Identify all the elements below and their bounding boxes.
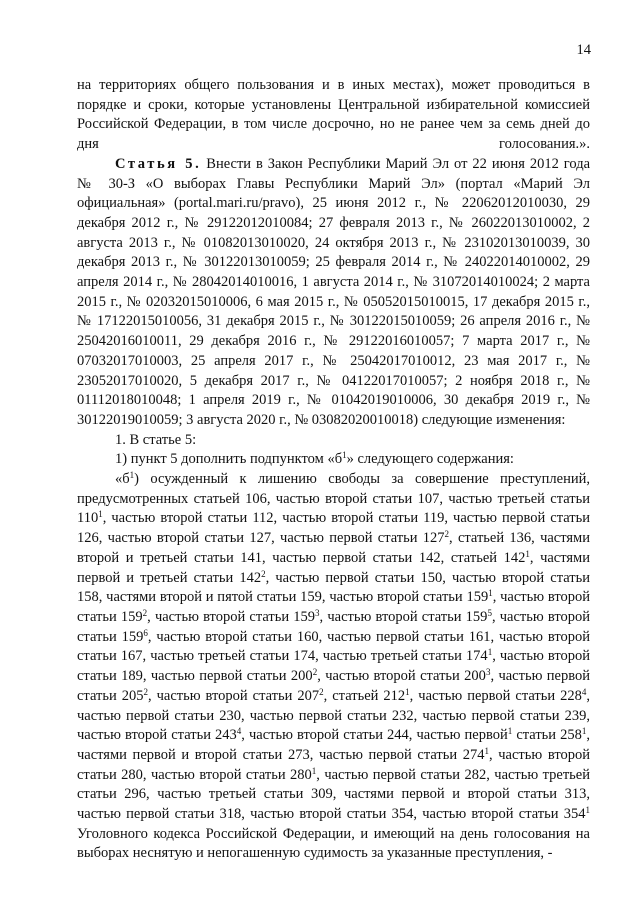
quote-text: , частью второй статьи 159 xyxy=(77,608,590,645)
quote-text: , частью первой статьи 228 xyxy=(409,687,582,704)
quote-text: , частями первой и третьей статьи 142 xyxy=(77,549,590,586)
superscript: 3 xyxy=(485,667,491,678)
superscript: 1 xyxy=(98,509,103,520)
item-1: 1. В статье 5: xyxy=(115,431,197,448)
article-5-paragraph xyxy=(77,155,590,431)
quote-text: «б xyxy=(115,471,130,488)
superscript: 3 xyxy=(315,607,320,618)
superscript: 1 xyxy=(484,745,489,756)
superscript: 1 xyxy=(488,588,493,599)
quote-text: , статьей 212 xyxy=(323,687,406,704)
quote-text: , частью второй статьи 159 xyxy=(319,608,488,625)
subitem-1-text: 1) пункт 5 дополнить подпунктом «б xyxy=(115,451,343,468)
quote-text: , частью первой статьи 205 xyxy=(77,668,590,704)
superscript: 2 xyxy=(143,686,148,697)
superscript: 1 xyxy=(342,450,347,461)
quote-text: , частью первой статьи 230, частью первой статьи 232, частью первой статьи 239, частью второй статьи 243 xyxy=(77,687,590,744)
quote-text: статьи 258 xyxy=(512,727,582,744)
paragraph-continuation: на территориях общего пользования и в иных местах), может проводиться в порядке и сроки, которые установлены Центральной избирательной комиссией Российской Федерации, в том числе досрочно, но не ранее чем за семь дней до дня голосования.». xyxy=(77,77,590,153)
superscript: 2 xyxy=(261,568,266,579)
quote-text: , частью второй статьи 189, частью первой статьи 200 xyxy=(77,648,590,685)
quote-text: , статьей 136, частями второй и третьей статьи 141, частью первой статьи 142, статьей 142 xyxy=(77,530,590,566)
document-body xyxy=(77,76,590,864)
superscript: 1 xyxy=(129,470,135,481)
quote-text: Уголовного кодекса Российской Федерации, и имеющий на день голосования на выборах неснятую и непогашенную судимость за указанные преступления, - xyxy=(77,825,590,862)
superscript: 1 xyxy=(405,686,410,697)
page-number: 14 xyxy=(576,42,591,58)
quote-text: , частью второй статьи 159 xyxy=(147,608,316,625)
quote-text: , частью второй статьи 159 xyxy=(77,589,590,625)
superscript: 1 xyxy=(585,805,590,816)
quote-text: , частью второй статьи 207 xyxy=(147,687,320,704)
subitem-1-text-end: » следующего содержания: xyxy=(346,451,514,468)
superscript: 2 xyxy=(312,667,318,678)
quote-text: , частью первой статьи 150, частью второй статьи 158, частями второй и пятой статьи 159, частью второй статьи 159 xyxy=(77,569,590,606)
superscript: 5 xyxy=(487,607,492,618)
superscript: 4 xyxy=(581,686,587,697)
quote-text: ) осужденный к лишению свободы за совершение преступлений, предусмотренных статьей 106, частью второй статьи 107, частью третьей статьи 110 xyxy=(77,471,590,527)
quote-text: , частью второй статьи 244, частью первой xyxy=(241,727,508,744)
quote-text: , частью первой статьи 282, частью третьей статьи 296, частью третьей статьи 309, частями первой и второй статьи 313, частью первой статьи 318, частью второй статьи 354, частью второй статьи 354 xyxy=(77,766,590,823)
superscript: 1 xyxy=(311,765,317,776)
article-heading: Статья 5. xyxy=(115,155,202,172)
quote-text: , частью второй статьи 200 xyxy=(317,668,486,685)
quote-text: , частью второй статьи 280, частью второй статьи 280 xyxy=(77,746,590,783)
superscript: 2 xyxy=(319,686,324,697)
superscript: 1 xyxy=(525,548,530,559)
superscript: 1 xyxy=(487,647,493,658)
superscript: 1 xyxy=(581,726,587,737)
subitem-1 xyxy=(77,450,590,470)
superscript: 2 xyxy=(444,529,450,540)
quote-text: , частью второй статьи 112, частью второй статьи 119, частью первой статьи 126, частью второй статьи 127, частью первой статьи 127 xyxy=(77,510,590,547)
superscript: 1 xyxy=(507,726,513,737)
superscript: 4 xyxy=(236,726,242,737)
superscript: 6 xyxy=(143,627,148,638)
superscript: 2 xyxy=(142,607,148,618)
quote-text: , частью второй статьи 160, частью первой статьи 161, частью второй статьи 167, частью третьей статьи 174, частью третьей статьи 174 xyxy=(77,628,590,665)
quote-text: , частями первой и второй статьи 273, частью первой статьи 274 xyxy=(77,727,590,763)
quoted-subpoint xyxy=(77,470,590,864)
article-5-text: Внести в Закон Республики Марий Эл от 22 июня 2012 года № 30-З «О выборах Главы Республики Марий Эл» (портал «Марий Эл официальная» (portal.mari.ru/pravo), 25 июня 2012 г., № 22062012010030, 29 декабря 2012 г., № 29122012010084; 27 февраля 2013 г., № 26022013010002, 2 августа 2013 г., № 01082013010020, 24 октября 2013 г., № 23102013010039, 30 декабря 2013 г., № 30122013010059; 25 февраля 2014 г., № 24022014010002, 29 апреля 2014 г., № 28042014010016, 1 августа 2014 г., № 31072014010024; 2 марта 2015 г., № 02032015010006, 6 мая 2015 г., № 05052015010015, 17 декабря 2015 г., № 17122015010056, 31 декабря 2015 г., № 30122015010059; 26 апреля 2016 г., № 25042016010011, 29 декабря 2016 г., № 29122016010057; 7 марта 2017 г., № 07032017010003, 25 апреля 2017 г., № 25042017010012, 23 мая 2017 г., № 23052017010020, 5 декабря 2017 г., № 04122017010057; 2 ноября 2018 г., № 01112018010048; 1 апреля 2019 г., № 01042019010006, 30 декабря 2019 г., № 30122019010059; 3 августа 2020 г., № 03082020010018) следующие изменения: xyxy=(77,155,591,428)
